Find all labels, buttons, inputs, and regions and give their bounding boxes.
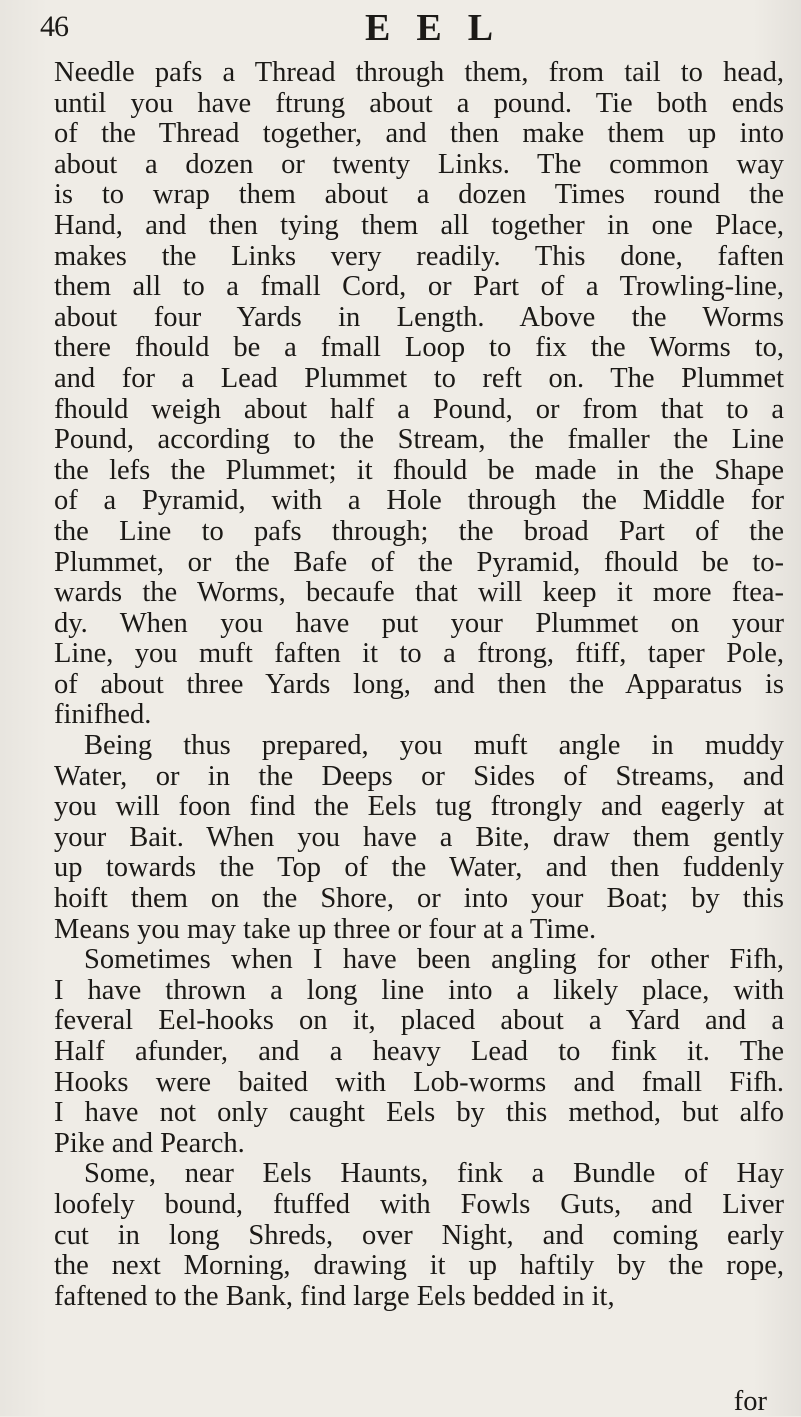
text-line: Plummet, or the Bafe of the Pyramid, fhould be to-	[54, 546, 784, 578]
body-text	[54, 58, 784, 1312]
text-line: makes the Links very readily. This done, faften	[54, 240, 784, 272]
text-line: I have not only caught Eels by this method, but alfo	[54, 1097, 784, 1129]
text-line: Pike and Pearch.	[54, 1127, 245, 1159]
text-line: of the Thread together, and then make them up into	[54, 118, 784, 150]
text-line: there fhould be a fmall Loop to fix the Worms to,	[54, 332, 784, 364]
text-line: is to wrap them about a dozen Times round the	[54, 179, 784, 211]
text-line: Hand, and then tying them all together in one Place,	[54, 209, 784, 241]
text-line: Some, near Eels Haunts, fink a Bundle of Hay	[84, 1158, 784, 1190]
text-line: Water, or in the Deeps or Sides of Streams, and	[54, 760, 784, 792]
text-line: them all to a fmall Cord, or Part of a Trowling-line,	[54, 271, 784, 303]
text-line: of a Pyramid, with a Hole through the Middle for	[54, 485, 784, 517]
text-line: and for a Lead Plummet to reft on. The Plummet	[54, 362, 784, 394]
running-head: EEL	[365, 7, 520, 49]
text-line: up towards the Top of the Water, and then fuddenly	[54, 852, 784, 884]
text-line: about a dozen or twenty Links. The common way	[54, 148, 784, 180]
paragraph	[54, 945, 784, 1159]
text-line: dy. When you have put your Plummet on your	[54, 607, 784, 639]
paragraph	[54, 1159, 784, 1312]
text-line: the Line to pafs through; the broad Part of the	[54, 515, 784, 547]
text-line: I have thrown a long line into a likely place, with	[54, 974, 784, 1006]
text-line: hoift them on the Shore, or into your Boat; by this	[54, 883, 784, 915]
text-line: the next Morning, drawing it up haftily by the rope,	[54, 1250, 784, 1282]
text-line: feveral Eel-hooks on it, placed about a Yard and a	[54, 1005, 784, 1037]
text-line: the lefs the Plummet; it fhould be made in the Shape	[54, 454, 784, 486]
text-line: Line, you muft faften it to a ftrong, ftiff, taper Pole,	[54, 638, 784, 670]
text-line: Being thus prepared, you muft angle in muddy	[84, 730, 784, 762]
page-number: 46	[40, 10, 68, 43]
text-line: cut in long Shreds, over Night, and coming early	[54, 1219, 784, 1251]
paragraph	[54, 58, 784, 731]
text-line: Half afunder, and a heavy Lead to fink it. The	[54, 1036, 784, 1067]
text-line: of about three Yards long, and then the Apparatus is	[54, 668, 784, 700]
text-line: loofely bound, ftuffed with Fowls Guts, and Liver	[54, 1188, 784, 1220]
text-line: your Bait. When you have a Bite, draw them gently	[54, 821, 784, 853]
paragraph	[54, 731, 784, 945]
text-line: wards the Worms, becaufe that will keep it more ftea-	[54, 577, 784, 609]
text-line: Needle pafs a Thread through them, from tail to head,	[54, 57, 784, 88]
text-line: you will foon find the Eels tug ftrongly and eagerly at	[54, 791, 784, 823]
catchword: for	[733, 1386, 767, 1417]
text-line: until you have ftrung about a pound. Tie both ends	[54, 87, 784, 119]
text-line: about four Yards in Length. Above the Worms	[54, 301, 784, 333]
text-line: finifhed.	[54, 699, 152, 731]
text-line: faftened to the Bank, find large Eels bedded in it,	[54, 1280, 615, 1312]
text-line: Pound, according to the Stream, the fmaller the Line	[54, 424, 784, 456]
text-line: fhould weigh about half a Pound, or from that to a	[54, 393, 784, 425]
page-header	[40, 6, 760, 56]
text-line: Means you may take up three or four at a Time.	[54, 913, 597, 945]
text-line: Sometimes when I have been angling for other Fifh,	[84, 944, 784, 976]
text-line: Hooks were baited with Lob-worms and fmall Fifh.	[54, 1066, 784, 1098]
